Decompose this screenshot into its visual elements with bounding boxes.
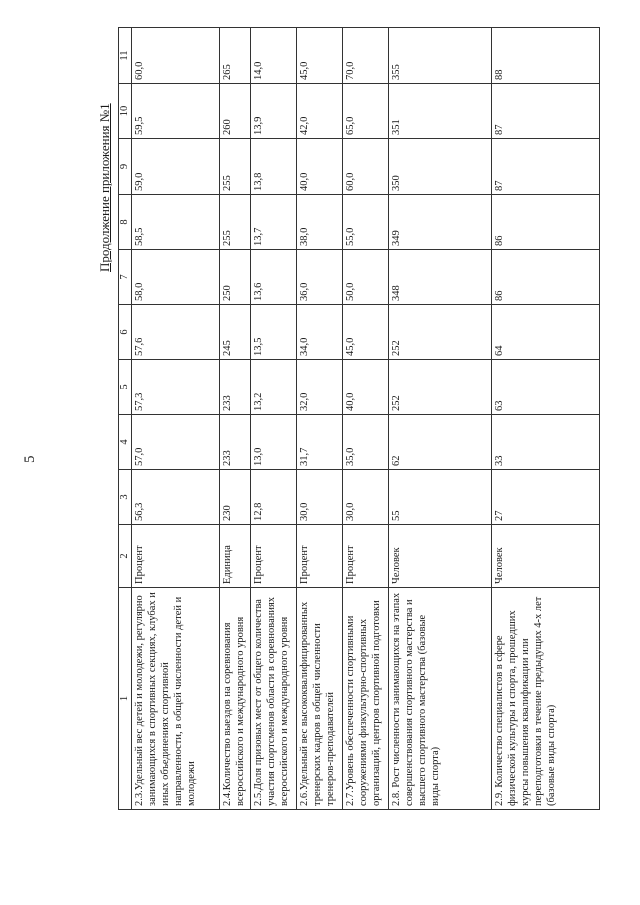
header-cell: 9 — [119, 139, 132, 195]
value-cell: 349 — [389, 195, 492, 250]
value-cell: 36,0 — [297, 250, 343, 305]
unit-cell: Процент — [343, 525, 389, 588]
indicator-name: 2.9. Количество специалистов в сфере физической культуры и спорта, прошедших курсы повышения квалификации или переподготовки в течение предыдущих 4-х лет (базовые виды спорта) — [492, 588, 600, 810]
value-cell: 250 — [220, 250, 251, 305]
value-cell: 245 — [220, 305, 251, 360]
header-cell: 5 — [119, 360, 132, 415]
value-cell: 88 — [492, 28, 600, 84]
value-cell: 255 — [220, 139, 251, 195]
value-cell: 57,0 — [132, 415, 220, 470]
unit-cell: Процент — [297, 525, 343, 588]
value-cell: 38,0 — [297, 195, 343, 250]
value-cell: 348 — [389, 250, 492, 305]
value-cell: 56,3 — [132, 470, 220, 525]
value-cell: 59,5 — [132, 84, 220, 139]
header-cell: 6 — [119, 305, 132, 360]
value-cell: 42,0 — [297, 84, 343, 139]
table-row — [297, 28, 343, 810]
indicator-name: 2.7.Уровень обеспеченности спортивными сооружениями физкультурно-спортивных организаций, центров спортивной подготовки — [343, 588, 389, 810]
indicator-name: 2.6.Удельный вес высококвалифицированных тренерских кадров в общей численности тренеров-преподавателей — [297, 588, 343, 810]
value-cell: 50,0 — [343, 250, 389, 305]
unit-cell: Процент — [132, 525, 220, 588]
value-cell: 350 — [389, 139, 492, 195]
table-row — [389, 28, 492, 810]
indicator-name: 2.8. Рост численности занимающихся на этапах совершенствования спортивного мастерства и высшего спортивного мастерства (базовые виды спорта) — [389, 588, 492, 810]
value-cell: 45,0 — [297, 28, 343, 84]
value-cell: 60,0 — [132, 28, 220, 84]
table-row — [220, 28, 251, 810]
value-cell: 57,3 — [132, 360, 220, 415]
value-cell: 30,0 — [343, 470, 389, 525]
unit-cell: Человек — [389, 525, 492, 588]
value-cell: 30,0 — [297, 470, 343, 525]
value-cell: 351 — [389, 84, 492, 139]
value-cell: 31,7 — [297, 415, 343, 470]
header-cell: 11 — [119, 28, 132, 84]
value-cell: 58,5 — [132, 195, 220, 250]
header-cell: 7 — [119, 250, 132, 305]
value-cell: 255 — [220, 195, 251, 250]
indicator-name: 2.5.Доля призовых мест от общего количества участия спортсменов области в соревнованиях всероссийского и международного уровня — [251, 588, 297, 810]
value-cell: 87 — [492, 139, 600, 195]
header-cell: 4 — [119, 415, 132, 470]
value-cell: 233 — [220, 415, 251, 470]
value-cell: 12,8 — [251, 470, 297, 525]
header-cell: 10 — [119, 84, 132, 139]
value-cell: 64 — [492, 305, 600, 360]
table-row — [251, 28, 297, 810]
value-cell: 62 — [389, 415, 492, 470]
header-cell: 1 — [119, 588, 132, 810]
header-cell: 8 — [119, 195, 132, 250]
value-cell: 34,0 — [297, 305, 343, 360]
value-cell: 40,0 — [297, 139, 343, 195]
table-row — [343, 28, 389, 810]
value-cell: 13,8 — [251, 139, 297, 195]
continuation-note: Продолжение приложения №1 — [97, 103, 112, 272]
value-cell: 233 — [220, 360, 251, 415]
value-cell: 27 — [492, 470, 600, 525]
value-cell: 13,0 — [251, 415, 297, 470]
value-cell: 45,0 — [343, 305, 389, 360]
value-cell: 55 — [389, 470, 492, 525]
header-cell: 2 — [119, 525, 132, 588]
value-cell: 55,0 — [343, 195, 389, 250]
value-cell: 58,0 — [132, 250, 220, 305]
unit-cell: Процент — [251, 525, 297, 588]
value-cell: 65,0 — [343, 84, 389, 139]
value-cell: 252 — [389, 305, 492, 360]
value-cell: 260 — [220, 84, 251, 139]
value-cell: 32,0 — [297, 360, 343, 415]
value-cell: 252 — [389, 360, 492, 415]
value-cell: 33 — [492, 415, 600, 470]
value-cell: 86 — [492, 195, 600, 250]
value-cell: 355 — [389, 28, 492, 84]
indicator-name: 2.4.Количество выездов на соревнования всероссийского и международного уровня — [220, 588, 251, 810]
unit-cell: Единица — [220, 525, 251, 588]
value-cell: 40,0 — [343, 360, 389, 415]
table-row — [132, 28, 220, 810]
value-cell: 13,5 — [251, 305, 297, 360]
value-cell: 13,6 — [251, 250, 297, 305]
value-cell: 14,0 — [251, 28, 297, 84]
value-cell: 70,0 — [343, 28, 389, 84]
value-cell: 59,0 — [132, 139, 220, 195]
value-cell: 35,0 — [343, 415, 389, 470]
indicator-name: 2.3.Удельный вес детей и молодежи, регулярно занимающихся в спортивных секциях, клубах и иных объединениях спортивной направленности, в общей численности детей и молодежи — [132, 588, 220, 810]
header-row — [119, 28, 132, 810]
unit-cell: Человек — [492, 525, 600, 588]
value-cell: 13,7 — [251, 195, 297, 250]
value-cell: 57,6 — [132, 305, 220, 360]
value-cell: 265 — [220, 28, 251, 84]
value-cell: 86 — [492, 250, 600, 305]
value-cell: 60,0 — [343, 139, 389, 195]
value-cell: 13,9 — [251, 84, 297, 139]
value-cell: 63 — [492, 360, 600, 415]
table-row — [492, 28, 600, 810]
value-cell: 13,2 — [251, 360, 297, 415]
value-cell: 230 — [220, 470, 251, 525]
value-cell: 87 — [492, 84, 600, 139]
header-cell: 3 — [119, 470, 132, 525]
indicators-table — [118, 27, 600, 810]
page-number: 5 — [22, 455, 38, 463]
